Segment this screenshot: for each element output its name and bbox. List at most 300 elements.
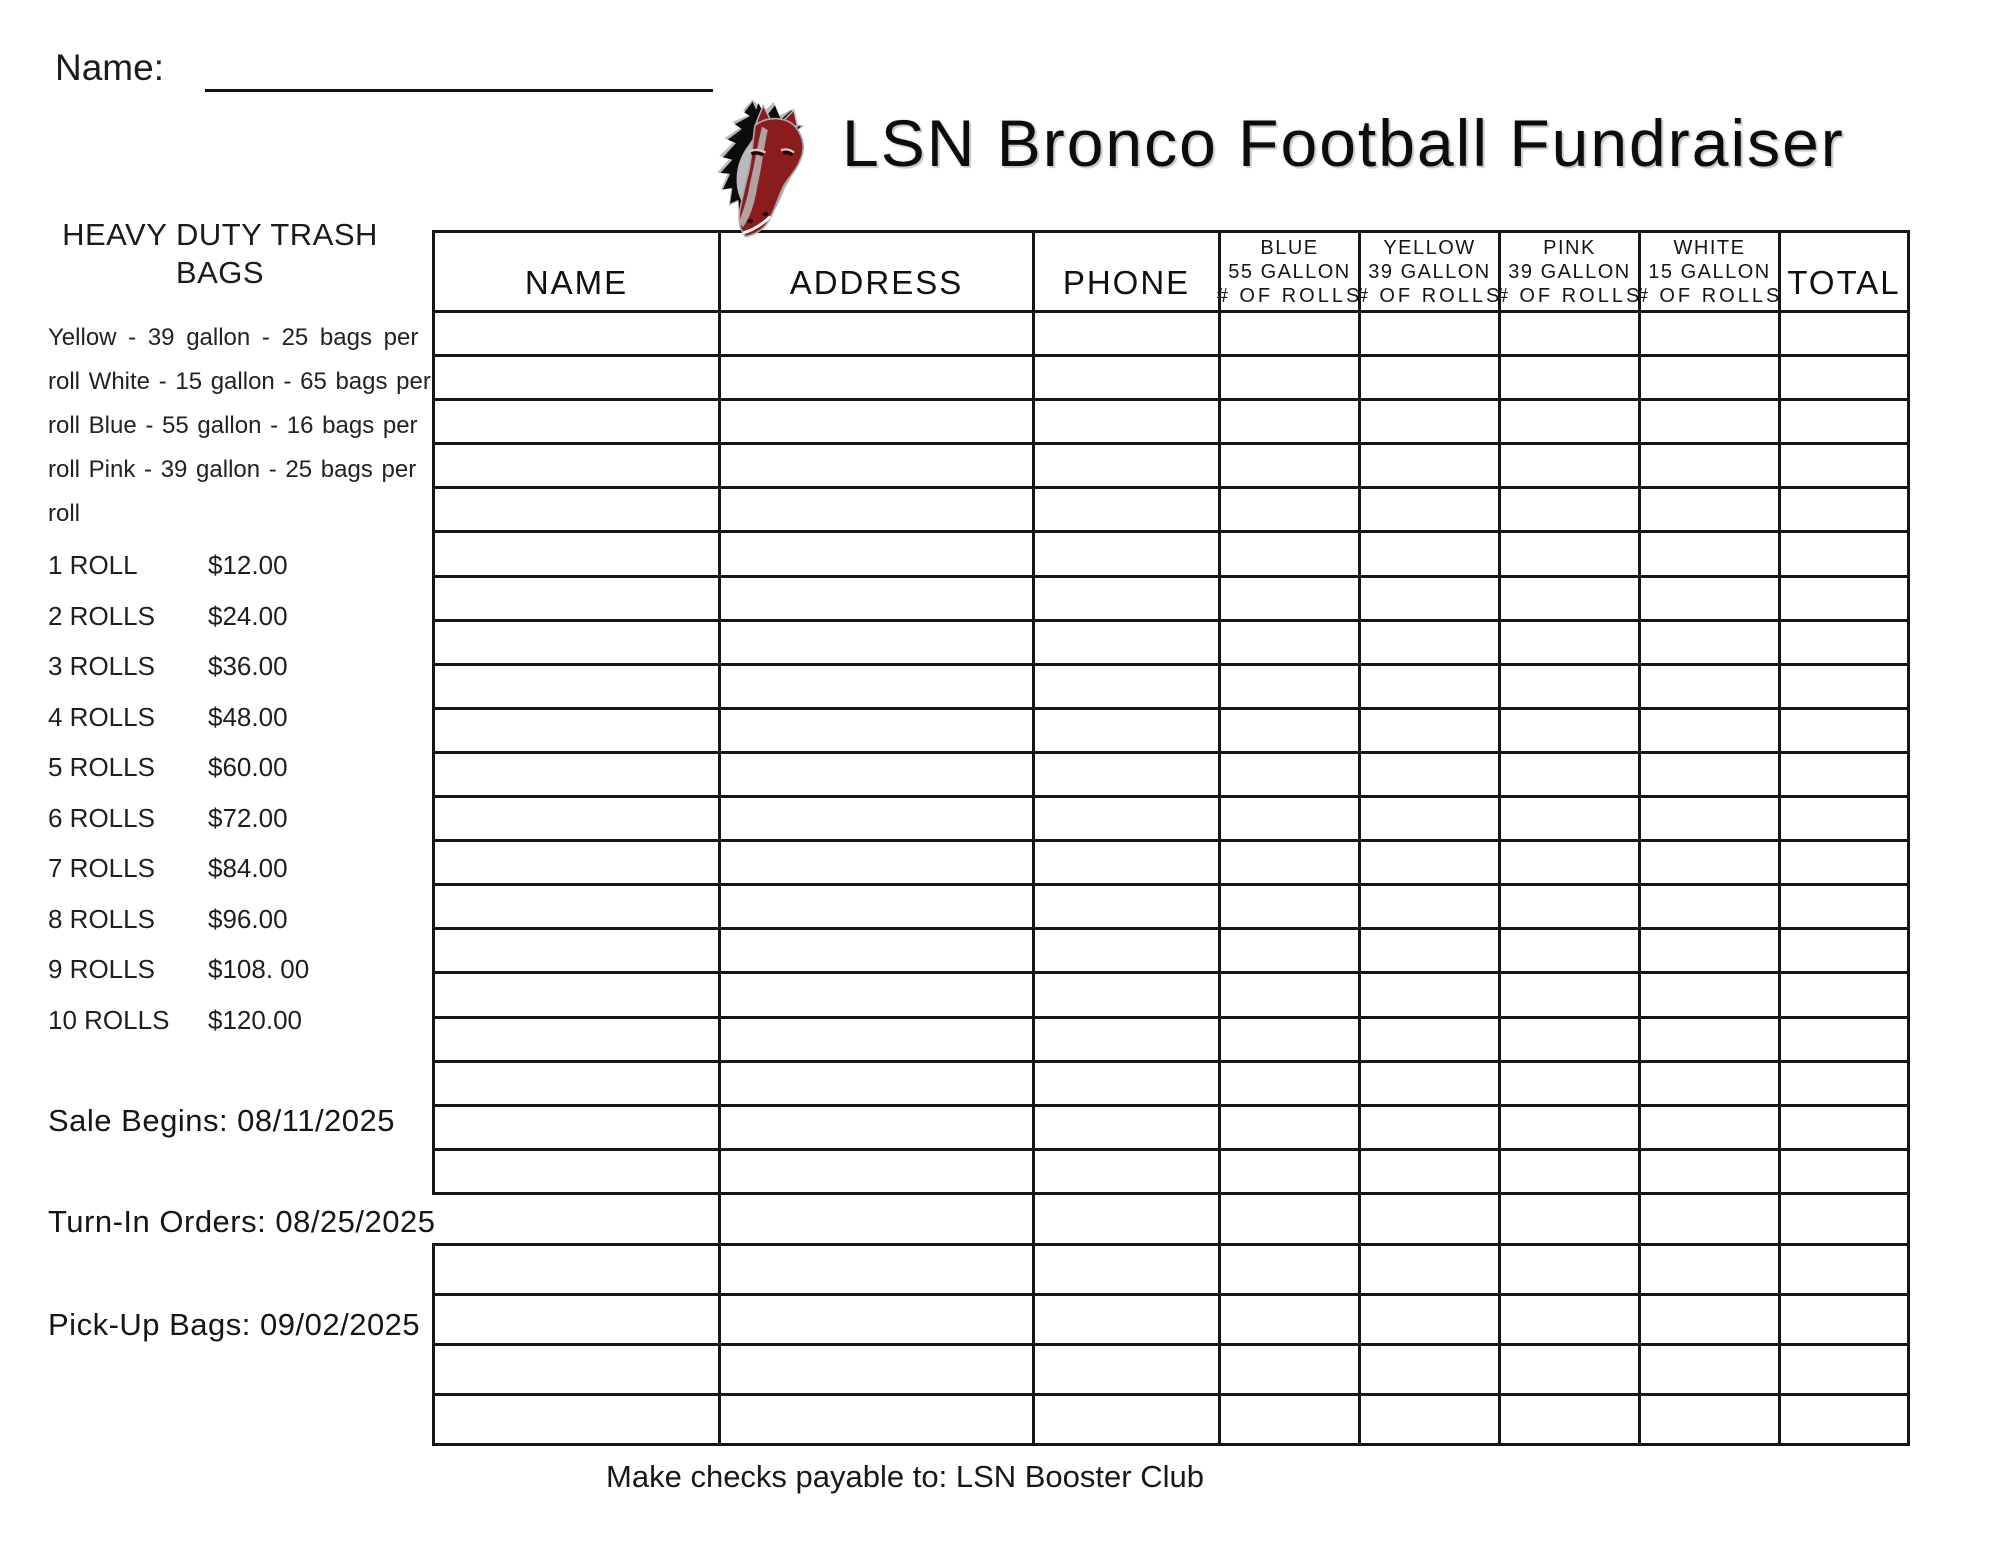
col-header-address-label: ADDRESS <box>789 264 964 301</box>
order-cell[interactable] <box>1034 885 1220 929</box>
order-cell[interactable] <box>434 1244 720 1294</box>
price-qty: 4 ROLLS <box>48 701 155 732</box>
order-cell[interactable] <box>1360 664 1500 708</box>
order-cell[interactable] <box>1360 1193 1500 1244</box>
order-row <box>434 885 1909 929</box>
order-cell[interactable] <box>1500 312 1640 356</box>
order-cell[interactable] <box>1034 488 1220 532</box>
order-cell[interactable] <box>434 664 720 708</box>
order-cell[interactable] <box>1780 841 1909 885</box>
col-unit-label: # OF ROLLS <box>1216 284 1363 307</box>
order-cell[interactable] <box>1360 356 1500 400</box>
order-cell[interactable] <box>1220 532 1360 576</box>
order-cell[interactable] <box>1780 1017 1909 1061</box>
order-cell[interactable] <box>1780 444 1909 488</box>
order-cell[interactable] <box>1500 752 1640 796</box>
pick-up-date: Pick-Up Bags: 09/02/2025 <box>48 1307 421 1342</box>
order-cell[interactable] <box>1034 752 1220 796</box>
bronco-logo <box>684 94 814 242</box>
order-cell[interactable] <box>1640 488 1780 532</box>
order-cell[interactable] <box>1500 1193 1640 1244</box>
order-cell[interactable] <box>720 797 1034 841</box>
order-cell[interactable] <box>720 752 1034 796</box>
price-qty: 8 ROLLS <box>48 903 155 934</box>
order-cell[interactable] <box>1220 1344 1360 1394</box>
order-cell[interactable] <box>1780 797 1909 841</box>
order-cell[interactable] <box>1500 797 1640 841</box>
order-cell[interactable] <box>1500 1244 1640 1294</box>
order-cell[interactable] <box>720 708 1034 752</box>
name-label: Name: <box>55 47 164 88</box>
order-row <box>434 708 1909 752</box>
order-table <box>432 230 1910 1446</box>
order-cell[interactable] <box>1500 1061 1640 1105</box>
order-cell[interactable] <box>1034 1344 1220 1394</box>
order-cell[interactable] <box>1640 576 1780 620</box>
col-header-pink <box>1496 232 1643 312</box>
order-cell[interactable] <box>1220 576 1360 620</box>
price-amount: $24.00 <box>208 600 288 631</box>
col-header-name-label: NAME <box>524 264 629 301</box>
price-list <box>48 540 378 1045</box>
order-cell[interactable] <box>720 532 1034 576</box>
order-row <box>434 1244 1909 1294</box>
order-cell[interactable] <box>1034 400 1220 444</box>
order-cell[interactable] <box>1220 1105 1360 1149</box>
order-cell[interactable] <box>1640 1193 1780 1244</box>
col-color-label: BLUE <box>1260 236 1319 259</box>
order-cell[interactable] <box>1640 1294 1780 1344</box>
order-cell[interactable] <box>434 1149 720 1193</box>
order-cell[interactable] <box>434 841 720 885</box>
order-cell[interactable] <box>1640 885 1780 929</box>
order-cell[interactable] <box>1034 620 1220 664</box>
col-color-label: WHITE <box>1673 236 1746 259</box>
col-color-label: PINK <box>1543 236 1596 259</box>
price-qty: 10 ROLLS <box>48 1004 170 1035</box>
order-cell[interactable] <box>1220 973 1360 1017</box>
order-row <box>434 1294 1909 1344</box>
order-cell[interactable] <box>1780 620 1909 664</box>
order-cell[interactable] <box>1360 973 1500 1017</box>
order-cell[interactable] <box>1360 1105 1500 1149</box>
order-cell[interactable] <box>1034 708 1220 752</box>
price-row <box>48 540 378 591</box>
order-row <box>434 973 1909 1017</box>
col-unit-label: # OF ROLLS <box>1496 284 1643 307</box>
price-qty: 7 ROLLS <box>48 853 155 883</box>
order-cell[interactable] <box>1360 1294 1500 1344</box>
order-cell[interactable] <box>1034 1394 1220 1444</box>
col-size-label: 55 GALLON <box>1228 260 1351 283</box>
order-cell[interactable] <box>1780 488 1909 532</box>
order-cell[interactable] <box>1360 312 1500 356</box>
order-cell[interactable] <box>1640 1061 1780 1105</box>
order-row <box>434 1344 1909 1394</box>
order-cell[interactable] <box>720 356 1034 400</box>
order-cell[interactable] <box>1500 973 1640 1017</box>
order-cell[interactable] <box>1780 664 1909 708</box>
order-row <box>434 1017 1909 1061</box>
order-cell[interactable] <box>1220 1394 1360 1444</box>
order-cell[interactable] <box>1034 973 1220 1017</box>
price-qty: 3 ROLLS <box>48 651 155 681</box>
order-cell[interactable] <box>434 1193 720 1244</box>
order-cell[interactable] <box>1780 708 1909 752</box>
order-cell[interactable] <box>720 576 1034 620</box>
payment-note: Make checks payable to: LSN Booster Club <box>606 1459 1204 1494</box>
order-cell[interactable] <box>1360 1149 1500 1193</box>
col-color-label: YELLOW <box>1383 236 1476 259</box>
order-row <box>434 797 1909 841</box>
price-row <box>48 944 378 995</box>
order-cell[interactable] <box>1360 532 1500 576</box>
order-cell[interactable] <box>1360 620 1500 664</box>
order-cell[interactable] <box>1220 620 1360 664</box>
order-cell[interactable] <box>1360 885 1500 929</box>
order-cell[interactable] <box>1220 664 1360 708</box>
price-row <box>48 641 378 692</box>
order-cell[interactable] <box>720 444 1034 488</box>
order-cell[interactable] <box>434 444 720 488</box>
col-header-phone <box>1034 232 1220 312</box>
order-cell[interactable] <box>1640 1149 1780 1193</box>
order-cell[interactable] <box>1500 708 1640 752</box>
col-header-total <box>1780 232 1909 312</box>
order-cell[interactable] <box>1500 1294 1640 1344</box>
order-cell[interactable] <box>434 1061 720 1105</box>
order-cell[interactable] <box>1360 444 1500 488</box>
order-cell[interactable] <box>720 620 1034 664</box>
order-cell[interactable] <box>720 885 1034 929</box>
order-cell[interactable] <box>1034 841 1220 885</box>
price-qty: 5 ROLLS <box>48 752 155 782</box>
order-cell[interactable] <box>1220 885 1360 929</box>
order-cell[interactable] <box>1220 1193 1360 1244</box>
order-row <box>434 532 1909 576</box>
price-amount: $60.00 <box>208 752 288 782</box>
order-cell[interactable] <box>1034 576 1220 620</box>
order-cell[interactable] <box>1360 1394 1500 1444</box>
order-cell[interactable] <box>434 1105 720 1149</box>
order-cell[interactable] <box>434 1017 720 1061</box>
order-cell[interactable] <box>1500 1105 1640 1149</box>
order-cell[interactable] <box>1780 1394 1909 1444</box>
order-cell[interactable] <box>1640 664 1780 708</box>
order-cell[interactable] <box>1360 1344 1500 1394</box>
price-amount: $36.00 <box>208 651 288 681</box>
order-cell[interactable] <box>1220 356 1360 400</box>
order-cell[interactable] <box>1220 444 1360 488</box>
price-amount: $96.00 <box>208 903 288 934</box>
order-cell[interactable] <box>1500 444 1640 488</box>
order-cell[interactable] <box>1780 1061 1909 1105</box>
price-row <box>48 894 378 945</box>
order-cell[interactable] <box>1500 1344 1640 1394</box>
order-row <box>434 1149 1909 1193</box>
order-cell[interactable] <box>1220 1017 1360 1061</box>
order-cell[interactable] <box>1640 1344 1780 1394</box>
price-row <box>48 995 378 1046</box>
order-cell[interactable] <box>1780 1149 1909 1193</box>
order-cell[interactable] <box>1360 929 1500 973</box>
order-cell[interactable] <box>1500 1394 1640 1444</box>
order-cell[interactable] <box>1780 532 1909 576</box>
order-cell[interactable] <box>720 400 1034 444</box>
price-amount: $120.00 <box>208 1004 302 1035</box>
order-cell[interactable] <box>720 973 1034 1017</box>
order-cell[interactable] <box>1220 708 1360 752</box>
product-description-line: Yellow - 39 gallon - 25 bags per <box>48 324 419 351</box>
product-heading: HEAVY DUTY TRASH BAGS <box>62 217 378 290</box>
order-cell[interactable] <box>434 488 720 532</box>
order-cell[interactable] <box>434 312 720 356</box>
header-row <box>434 232 1909 312</box>
order-cell[interactable] <box>1780 1244 1909 1294</box>
order-cell[interactable] <box>1034 356 1220 400</box>
price-qty: 9 ROLLS <box>48 954 155 984</box>
price-row <box>48 843 378 894</box>
bronco-horse-head-icon <box>684 94 814 242</box>
order-cell[interactable] <box>1360 708 1500 752</box>
product-description-line: roll White - 15 gallon - 65 bags per <box>48 368 431 395</box>
order-cell[interactable] <box>1360 752 1500 796</box>
order-cell[interactable] <box>1640 400 1780 444</box>
order-cell[interactable] <box>720 1344 1034 1394</box>
order-cell[interactable] <box>720 488 1034 532</box>
product-description <box>48 316 448 536</box>
order-cell[interactable] <box>720 929 1034 973</box>
product-description-line: roll Blue - 55 gallon - 16 bags per <box>48 412 418 439</box>
order-cell[interactable] <box>434 620 720 664</box>
col-unit-label: # OF ROLLS <box>1636 284 1783 307</box>
col-size-label: 39 GALLON <box>1368 260 1491 283</box>
col-size-label: 15 GALLON <box>1648 260 1771 283</box>
order-cell[interactable] <box>1220 1294 1360 1344</box>
order-cell[interactable] <box>434 885 720 929</box>
order-cell[interactable] <box>1780 929 1909 973</box>
order-cell[interactable] <box>720 1061 1034 1105</box>
order-cell[interactable] <box>1780 356 1909 400</box>
order-cell[interactable] <box>1500 929 1640 973</box>
horse-nostril-right <box>762 212 768 216</box>
order-cell[interactable] <box>1034 664 1220 708</box>
order-cell[interactable] <box>434 752 720 796</box>
order-cell[interactable] <box>1640 532 1780 576</box>
order-cell[interactable] <box>1220 841 1360 885</box>
price-qty: 2 ROLLS <box>48 600 155 631</box>
order-cell[interactable] <box>1360 576 1500 620</box>
price-amount: $108. 00 <box>208 954 310 984</box>
order-cell[interactable] <box>434 1394 720 1444</box>
order-cell[interactable] <box>434 1294 720 1344</box>
order-cell[interactable] <box>434 973 720 1017</box>
order-cell[interactable] <box>1640 929 1780 973</box>
order-cell[interactable] <box>1220 752 1360 796</box>
price-amount: $12.00 <box>208 550 288 580</box>
col-unit-label: # OF ROLLS <box>1356 284 1503 307</box>
order-cell[interactable] <box>1360 400 1500 444</box>
order-cell[interactable] <box>1034 1105 1220 1149</box>
price-row <box>48 793 378 844</box>
order-cell[interactable] <box>1360 797 1500 841</box>
order-cell[interactable] <box>1034 1017 1220 1061</box>
order-cell[interactable] <box>1220 1244 1360 1294</box>
price-row <box>48 692 378 743</box>
order-cell[interactable] <box>1034 1149 1220 1193</box>
order-cell[interactable] <box>1500 356 1640 400</box>
order-row <box>434 1193 1909 1244</box>
order-cell[interactable] <box>1640 1017 1780 1061</box>
price-amount: $48.00 <box>208 701 288 732</box>
name-fill-in-line[interactable] <box>205 89 713 92</box>
order-row <box>434 620 1909 664</box>
order-cell[interactable] <box>720 664 1034 708</box>
order-cell[interactable] <box>1500 1149 1640 1193</box>
order-cell[interactable] <box>434 576 720 620</box>
order-cell[interactable] <box>720 1394 1034 1444</box>
order-cell[interactable] <box>1640 356 1780 400</box>
order-cell[interactable] <box>434 708 720 752</box>
order-cell[interactable] <box>1220 1149 1360 1193</box>
price-row <box>48 742 378 793</box>
order-cell[interactable] <box>434 356 720 400</box>
order-cell[interactable] <box>1640 973 1780 1017</box>
order-cell[interactable] <box>1220 929 1360 973</box>
price-amount: $72.00 <box>208 802 288 833</box>
order-cell[interactable] <box>1640 444 1780 488</box>
order-cell[interactable] <box>1500 532 1640 576</box>
order-row <box>434 752 1909 796</box>
order-cell[interactable] <box>1640 752 1780 796</box>
order-cell[interactable] <box>1034 1061 1220 1105</box>
order-cell[interactable] <box>720 312 1034 356</box>
col-size-label: 39 GALLON <box>1508 260 1631 283</box>
order-cell[interactable] <box>1780 885 1909 929</box>
order-cell[interactable] <box>1780 752 1909 796</box>
order-cell[interactable] <box>1220 1061 1360 1105</box>
order-cell[interactable] <box>1220 797 1360 841</box>
order-cell[interactable] <box>434 532 720 576</box>
order-cell[interactable] <box>1780 1294 1909 1344</box>
order-cell[interactable] <box>434 1344 720 1394</box>
order-cell[interactable] <box>1500 885 1640 929</box>
order-row <box>434 400 1909 444</box>
order-cell[interactable] <box>1220 488 1360 532</box>
order-cell[interactable] <box>720 1105 1034 1149</box>
order-cell[interactable] <box>434 929 720 973</box>
order-cell[interactable] <box>1220 400 1360 444</box>
order-row <box>434 664 1909 708</box>
order-cell[interactable] <box>1500 664 1640 708</box>
order-cell[interactable] <box>720 1244 1034 1294</box>
order-row <box>434 356 1909 400</box>
order-cell[interactable] <box>1780 312 1909 356</box>
order-table-body <box>434 312 1909 1445</box>
order-cell[interactable] <box>1780 973 1909 1017</box>
order-cell[interactable] <box>1640 1244 1780 1294</box>
order-cell[interactable] <box>1034 1193 1220 1244</box>
col-header-address <box>720 232 1034 312</box>
col-header-blue <box>1216 232 1363 312</box>
order-cell[interactable] <box>1640 1105 1780 1149</box>
price-qty: 6 ROLLS <box>48 802 155 833</box>
order-cell[interactable] <box>1500 576 1640 620</box>
order-cell[interactable] <box>1640 620 1780 664</box>
order-cell[interactable] <box>720 1193 1034 1244</box>
order-cell[interactable] <box>1034 1244 1220 1294</box>
turn-in-date: Turn-In Orders: 08/25/2025 <box>48 1204 436 1239</box>
price-amount: $84.00 <box>208 853 288 883</box>
order-row <box>434 1394 1909 1444</box>
order-cell[interactable] <box>1640 1394 1780 1444</box>
order-cell[interactable] <box>1500 488 1640 532</box>
order-cell[interactable] <box>1780 1344 1909 1394</box>
col-header-phone-label: PHONE <box>1062 264 1191 301</box>
horse-eye-left-slit <box>751 153 763 155</box>
order-row <box>434 312 1909 356</box>
order-cell[interactable] <box>1780 1105 1909 1149</box>
order-cell[interactable] <box>720 1294 1034 1344</box>
order-row <box>434 488 1909 532</box>
price-qty: 1 ROLL <box>48 550 138 580</box>
order-cell[interactable] <box>720 841 1034 885</box>
order-cell[interactable] <box>1780 1193 1909 1244</box>
order-cell[interactable] <box>1500 620 1640 664</box>
order-cell[interactable] <box>1034 312 1220 356</box>
order-cell[interactable] <box>1360 488 1500 532</box>
order-row <box>434 576 1909 620</box>
order-cell[interactable] <box>1500 400 1640 444</box>
order-cell[interactable] <box>1034 532 1220 576</box>
order-cell[interactable] <box>1500 1017 1640 1061</box>
sale-begins-date: Sale Begins: 08/11/2025 <box>48 1103 396 1138</box>
order-cell[interactable] <box>720 1149 1034 1193</box>
order-row <box>434 1105 1909 1149</box>
order-cell[interactable] <box>1500 841 1640 885</box>
order-cell[interactable] <box>1360 1244 1500 1294</box>
order-cell[interactable] <box>1360 1017 1500 1061</box>
col-header-yellow <box>1356 232 1503 312</box>
horse-nostril-left <box>747 219 753 223</box>
order-cell[interactable] <box>1640 841 1780 885</box>
col-header-white <box>1636 232 1783 312</box>
order-cell[interactable] <box>720 1017 1034 1061</box>
product-description-line: roll Pink - 39 gallon - 25 bags per <box>48 456 417 483</box>
product-description-line: roll <box>48 500 81 527</box>
order-cell[interactable] <box>1640 312 1780 356</box>
order-cell[interactable] <box>1360 1061 1500 1105</box>
order-row <box>434 444 1909 488</box>
order-cell[interactable] <box>1034 797 1220 841</box>
price-row <box>48 591 378 642</box>
order-cell[interactable] <box>1220 312 1360 356</box>
order-cell[interactable] <box>434 797 720 841</box>
col-header-name <box>434 232 720 312</box>
form-title: LSN Bronco Football Fundraiser <box>842 106 1845 180</box>
order-cell[interactable] <box>434 400 720 444</box>
order-row <box>434 841 1909 885</box>
order-cell[interactable] <box>1780 400 1909 444</box>
order-cell[interactable] <box>1360 841 1500 885</box>
order-cell[interactable] <box>1640 708 1780 752</box>
order-cell[interactable] <box>1780 576 1909 620</box>
order-cell[interactable] <box>1034 444 1220 488</box>
col-header-total-label: TOTAL <box>1787 264 1901 301</box>
order-cell[interactable] <box>1034 1294 1220 1344</box>
order-cell[interactable] <box>1034 929 1220 973</box>
order-cell[interactable] <box>1640 797 1780 841</box>
